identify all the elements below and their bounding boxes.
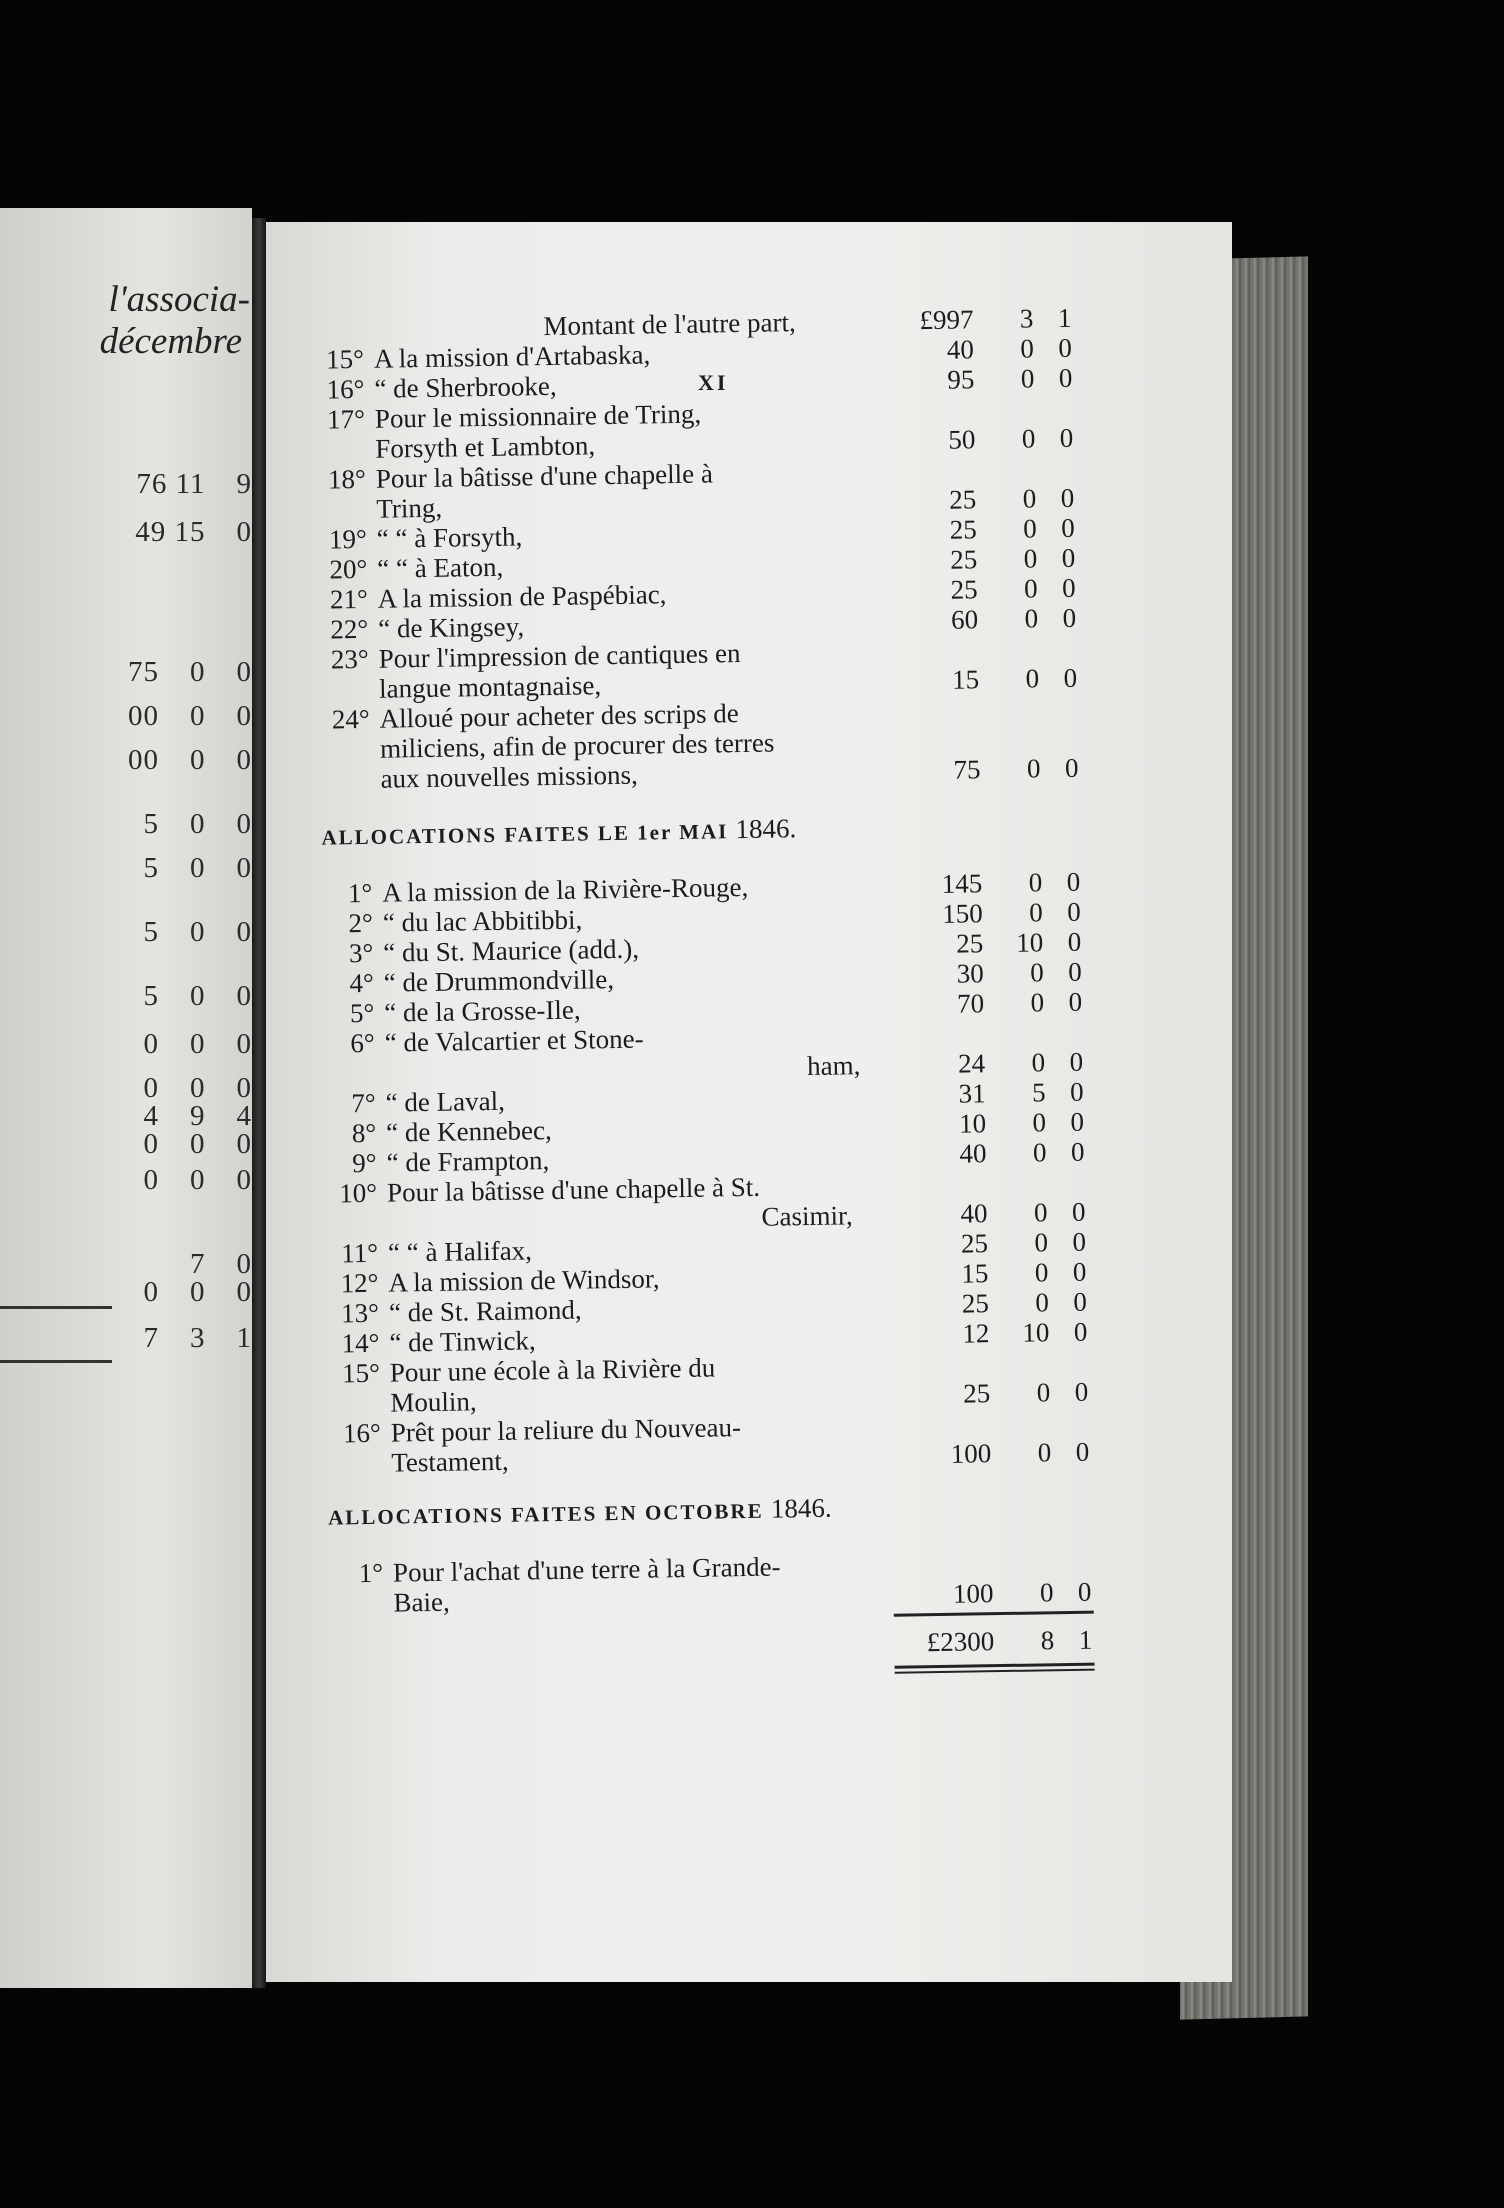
amount-pounds: 150: [942, 898, 983, 929]
section-heading-year: 1846.: [735, 813, 797, 845]
amount-pounds: 25: [949, 514, 977, 545]
amount-pounds: 100: [952, 1578, 994, 1609]
item-description: “ “ à Eaton,: [377, 551, 504, 584]
amount-pounds: 25: [949, 484, 977, 515]
amount-pence: 0: [1058, 362, 1073, 393]
amount-pence: 1: [1057, 302, 1072, 333]
amount-pence: 0: [1071, 1196, 1086, 1227]
amount-shillings: 0: [1037, 1437, 1052, 1468]
item-description: “ de Kennebec,: [385, 1115, 552, 1148]
item-description: Pour l'impression de cantiques en: [378, 638, 741, 674]
item-description: “ de Frampton,: [386, 1145, 550, 1178]
left-page-amount-row: 49 15 0: [135, 516, 252, 548]
left-page-amount-row: 5 0 0: [143, 808, 252, 840]
item-description: miliciens, afin de procurer des terres: [379, 727, 775, 764]
amount-pence: 0: [1069, 1046, 1084, 1077]
amount-pence: 0: [1074, 1376, 1089, 1407]
amount-pence: 0: [1060, 482, 1075, 513]
amount-shillings: 0: [1029, 897, 1043, 928]
amount-shillings: 0: [1036, 1377, 1051, 1408]
item-description: Pour la bâtisse d'une chapelle à: [375, 458, 714, 494]
amount-shillings: 0: [1024, 603, 1039, 634]
amount-pence: 0: [1061, 572, 1076, 603]
item-description: “ de Laval,: [385, 1085, 506, 1118]
section-heading-title: ALLOCATIONS FAITES EN OCTOBRE: [327, 1498, 772, 1530]
amount-pounds: 50: [948, 424, 976, 455]
item-description: “ de Tinwick,: [389, 1325, 536, 1358]
amount-shillings: 0: [1032, 1107, 1047, 1138]
left-page-amount-row: 7 3 1: [143, 1322, 252, 1354]
left-page-amount-row: 0 0 0: [143, 1028, 252, 1060]
item-description: “ de Sherbrooke,: [374, 370, 557, 404]
amount-shillings: 0: [1039, 1577, 1054, 1608]
left-page-amount-row: 0 0 0: [143, 1128, 252, 1160]
item-number: 15°: [325, 343, 365, 375]
amount-shillings: 3: [1019, 303, 1034, 334]
item-description: Pour l'achat d'une terre à la Grande-: [392, 1551, 781, 1588]
amount-pence: 0: [1070, 1106, 1085, 1137]
item-number: 6°: [350, 1027, 375, 1059]
left-page-amount-row: 00 0 0: [128, 700, 252, 732]
item-description: A la mission de Windsor,: [388, 1263, 660, 1298]
amount-shillings: 0: [1023, 573, 1038, 604]
item-description: Alloué pour acheter des scrips de: [379, 698, 739, 734]
ledger-text-block: [266, 222, 1232, 1982]
amount-pounds: 95: [947, 364, 975, 395]
item-number: 5°: [349, 997, 375, 1029]
item-number: 17°: [326, 403, 366, 435]
item-description: “ du St. Maurice (add.),: [383, 933, 640, 968]
left-page-heading-line: décembre: [99, 321, 242, 362]
item-number: 4°: [349, 967, 375, 999]
item-number: 20°: [329, 553, 368, 585]
total-rule-top: [894, 1611, 1094, 1617]
item-description: Pour le missionnaire de Tring,: [374, 398, 702, 434]
amount-shillings: 5: [1031, 1077, 1046, 1108]
amount-shillings: 0: [1031, 1047, 1046, 1078]
amount-pence: 0: [1066, 866, 1081, 897]
amount-shillings: 0: [1029, 957, 1044, 988]
amount-shillings: 0: [1020, 363, 1035, 394]
amount-shillings: 0: [1026, 753, 1041, 784]
amount-pence: 0: [1073, 1286, 1088, 1317]
amount-pounds: 24: [957, 1048, 986, 1079]
item-description: Tring,: [376, 492, 443, 524]
item-description: ham,: [806, 1050, 861, 1082]
item-description: Casimir,: [761, 1200, 853, 1232]
left-page-amount-row: 76 11 9: [136, 468, 252, 500]
amount-pounds: 25: [963, 1378, 991, 1409]
left-page-heading-line: l'associa-: [108, 279, 250, 320]
item-number: 1°: [358, 1557, 384, 1589]
item-description: aux nouvelles missions,: [380, 759, 639, 794]
item-number: 3°: [348, 937, 374, 969]
amount-pence: 0: [1069, 1076, 1084, 1107]
amount-pence: 0: [1075, 1436, 1090, 1467]
amount-pence: 0: [1072, 1256, 1087, 1287]
amount-pence: 0: [1070, 1136, 1085, 1167]
amount-pounds: 25: [955, 928, 984, 959]
amount-pounds: 31: [958, 1078, 986, 1109]
amount-pounds: 60: [950, 604, 979, 635]
item-number: 22°: [330, 613, 369, 645]
item-number: 7°: [351, 1087, 376, 1119]
item-description: Moulin,: [390, 1386, 477, 1418]
amount-shillings: 10: [1022, 1317, 1050, 1348]
item-number: 15°: [341, 1357, 381, 1389]
item-number: 8°: [351, 1117, 377, 1149]
amount-pounds: 40: [946, 334, 975, 365]
amount-pounds: 25: [960, 1228, 989, 1259]
amount-pence: 0: [1061, 542, 1076, 573]
amount-pounds: 75: [953, 754, 981, 785]
item-number: 9°: [352, 1147, 377, 1179]
amount-pounds: 25: [950, 574, 978, 605]
amount-pence: 0: [1068, 986, 1083, 1017]
left-page-rule: [0, 1360, 112, 1363]
amount-pence: 0: [1058, 332, 1073, 363]
item-description: Pour une école à la Rivière du: [389, 1352, 716, 1388]
item-number: 1°: [347, 877, 373, 909]
amount-pounds: 40: [959, 1138, 987, 1169]
amount-shillings: 0: [1034, 1257, 1049, 1288]
section-heading-title: ALLOCATIONS FAITES LE 1er MAI: [321, 819, 736, 850]
amount-pounds: £2300: [926, 1626, 995, 1658]
item-description: A la mission de Paspébiac,: [377, 579, 667, 614]
amount-pounds: 30: [956, 958, 984, 989]
amount-pounds: 25: [949, 544, 978, 575]
amount-pence: 0: [1062, 602, 1077, 633]
amount-pence: 0: [1064, 752, 1079, 783]
section-heading-year: 1846.: [770, 1492, 832, 1524]
previous-page-fragment: [0, 208, 252, 1988]
item-number: 16°: [342, 1417, 382, 1449]
item-description: Baie,: [393, 1586, 450, 1618]
item-description: A la mission d'Artabaska,: [373, 339, 651, 374]
item-description: “ de Drummondville,: [383, 964, 615, 998]
item-description: langue montagnaise,: [378, 670, 602, 704]
amount-shillings: 0: [1034, 1227, 1049, 1258]
amount-pence: 0: [1060, 512, 1075, 543]
amount-pence: 0: [1072, 1226, 1087, 1257]
amount-pounds: 25: [961, 1288, 990, 1319]
item-number: 13°: [340, 1297, 380, 1329]
book-gutter: [252, 218, 266, 1988]
item-number: 24°: [331, 703, 370, 735]
left-page-amount-row: 75 0 0: [128, 656, 252, 688]
item-number: 23°: [330, 643, 369, 675]
left-page-amount-row: 5 0 0: [143, 916, 252, 948]
amount-shillings: 0: [1025, 663, 1040, 694]
page-number: XI: [698, 370, 729, 395]
item-number: 19°: [328, 523, 368, 555]
amount-shillings: 0: [1022, 513, 1037, 544]
left-page-amount-row: 5 0 0: [143, 852, 252, 884]
section-heading-may: [321, 813, 796, 851]
amount-pounds: 12: [962, 1318, 990, 1349]
amount-pence: 0: [1077, 1576, 1092, 1607]
amount-pence: 0: [1059, 422, 1074, 453]
item-description: “ “ à Halifax,: [387, 1235, 533, 1268]
item-number: 12°: [340, 1267, 379, 1299]
item-description: Prêt pour la reliure du Nouveau-: [390, 1412, 742, 1448]
left-page-amount-row: 0 0 0: [143, 1276, 252, 1308]
item-description: “ de Valcartier et Stone-: [384, 1023, 644, 1058]
item-description: “ du lac Abbitibbi,: [382, 904, 583, 938]
amount-pounds: 15: [951, 664, 980, 695]
item-description: Forsyth et Lambton,: [375, 430, 596, 464]
item-description: “ de St. Raimond,: [388, 1294, 582, 1328]
left-page-rule: [0, 1306, 112, 1309]
amount-pence: 0: [1073, 1316, 1088, 1347]
item-description: Testament,: [391, 1445, 509, 1478]
item-number: 16°: [326, 373, 365, 405]
amount-pence: 0: [1067, 926, 1082, 957]
left-page-amount-row: 7 0: [190, 1248, 252, 1280]
amount-shillings: 0: [1033, 1197, 1048, 1228]
amount-pounds: 100: [950, 1438, 992, 1469]
amount-pence: 0: [1063, 662, 1078, 693]
item-description: A la mission de la Rivière-Rouge,: [382, 871, 749, 908]
item-number: 18°: [327, 463, 367, 495]
amount-pence: 0: [1067, 956, 1082, 987]
item-number: 21°: [329, 583, 368, 615]
amount-shillings: 0: [1032, 1137, 1047, 1168]
amount-shillings: 10: [1015, 927, 1044, 958]
amount-shillings: 0: [1021, 423, 1036, 454]
section-heading-october: [328, 1493, 832, 1532]
left-page-amount-row: 5 0 0: [143, 980, 252, 1012]
item-number: 10°: [339, 1177, 378, 1209]
amount-pence: 0: [1067, 896, 1081, 927]
item-description: “ de Kingsey,: [377, 611, 525, 644]
amount-shillings: 0: [1023, 543, 1038, 574]
amount-pounds: £997: [919, 304, 974, 336]
item-description: Pour la bâtisse d'une chapelle à St.: [386, 1171, 761, 1208]
amount-pounds: 40: [960, 1198, 988, 1229]
total-rule-bottom: [895, 1663, 1095, 1669]
amount-shillings: 0: [1035, 1287, 1050, 1318]
item-description: “ de la Grosse-Ile,: [384, 994, 581, 1028]
total-rule-bottom-double: [895, 1669, 1095, 1674]
left-page-amount-row: 00 0 0: [128, 744, 252, 776]
amount-pounds: 70: [956, 988, 985, 1019]
amount-shillings: 0: [1028, 867, 1043, 898]
amount-pounds: 15: [961, 1258, 989, 1289]
item-number: 11°: [340, 1237, 379, 1269]
ledger-page: [266, 222, 1232, 1982]
item-description: “ “ à Forsyth,: [376, 521, 523, 554]
item-number: 2°: [348, 907, 374, 939]
carried-forward-label: Montant de l'autre part,: [543, 307, 796, 342]
amount-shillings: 8: [1040, 1625, 1055, 1656]
amount-shillings: 0: [1020, 333, 1035, 364]
amount-shillings: 0: [1030, 987, 1045, 1018]
left-page-amount-row: 0 0 0: [143, 1072, 252, 1104]
amount-pence: 1: [1078, 1624, 1093, 1655]
item-number: 14°: [341, 1327, 380, 1359]
left-page-amount-row: 0 0 0: [143, 1164, 252, 1196]
amount-shillings: 0: [1022, 483, 1037, 514]
left-page-amount-row: 4 9 4: [143, 1100, 252, 1132]
amount-pounds: 145: [941, 868, 983, 899]
amount-pounds: 10: [958, 1108, 987, 1139]
